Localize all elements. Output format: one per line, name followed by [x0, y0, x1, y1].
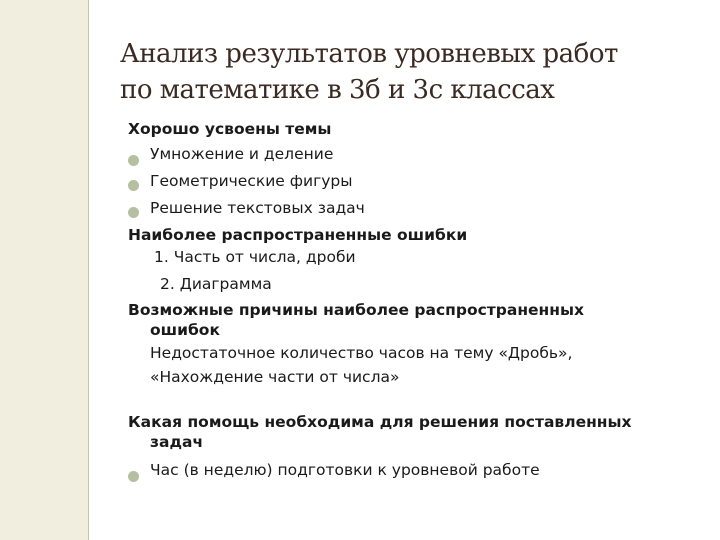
bullet-icon: [128, 155, 139, 166]
heading-common-errors: Наиболее распространенные ошибки: [128, 226, 468, 244]
heading-help-line-1: Какая помощь необходима для решения поставленных: [128, 413, 632, 431]
heading-mastered-topics: Хорошо усвоены темы: [128, 120, 332, 138]
error-item: 2. Диаграмма: [160, 275, 272, 293]
bullet-icon: [128, 180, 139, 191]
title-line-1: Анализ результатов уровневых работ: [120, 39, 618, 69]
causes-text-line-1: Недостаточное количество часов на тему «Дробь»,: [150, 344, 573, 362]
list-item: Решение текстовых задач: [150, 199, 365, 217]
title-line-2: по математике в 3б и 3с классах: [120, 75, 555, 105]
bullet-icon: [128, 471, 139, 482]
list-item: Час (в неделю) подготовки к уровневой работе: [150, 461, 540, 479]
error-item: 1. Часть от числа, дроби: [154, 248, 356, 266]
heading-causes-line-2: ошибок: [150, 321, 220, 339]
heading-causes-line-1: Возможные причины наиболее распространенных: [128, 301, 584, 319]
sidebar-divider: [88, 0, 89, 540]
heading-help-line-2: задач: [150, 433, 204, 451]
list-item: Геометрические фигуры: [150, 172, 353, 190]
slide-title: [120, 36, 700, 108]
causes-text-line-2: «Нахождение части от числа»: [150, 368, 400, 386]
bullet-icon: [128, 207, 139, 218]
list-item: Умножение и деление: [150, 145, 334, 163]
decorative-sidebar: [0, 0, 88, 540]
